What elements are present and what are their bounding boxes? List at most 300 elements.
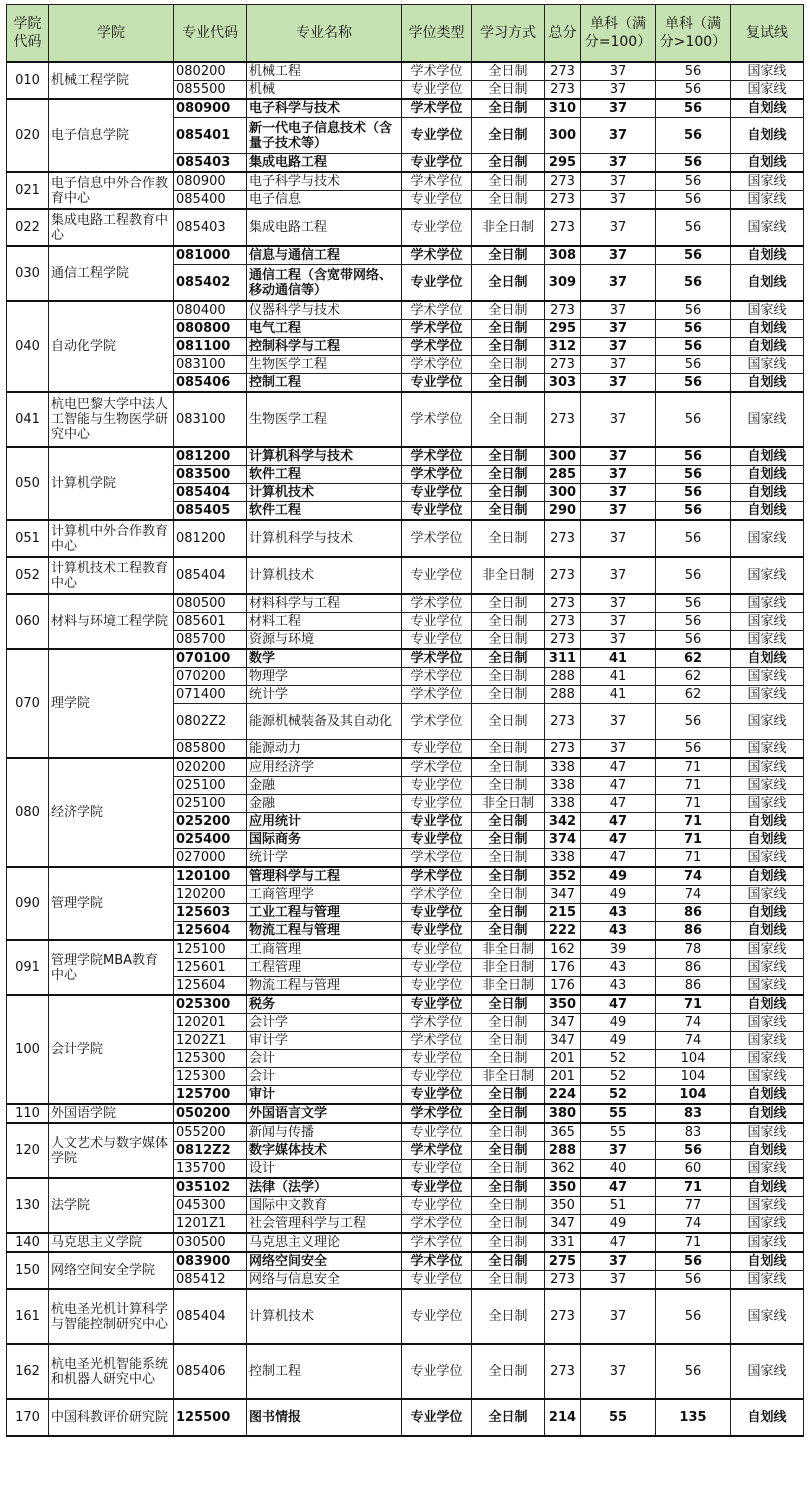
single-score-100: 43 (581, 959, 656, 977)
single-score-over-100: 56 (656, 172, 731, 191)
major-code: 085400 (174, 191, 247, 210)
single-score-100: 47 (581, 995, 656, 1014)
single-score-100: 47 (581, 1233, 656, 1252)
retest-line: 国家线 (731, 959, 804, 977)
single-score-over-100: 56 (656, 1271, 731, 1290)
retest-line: 自划线 (731, 447, 804, 466)
degree-type: 学术学位 (402, 1032, 472, 1050)
major-name: 物理学 (247, 668, 402, 686)
study-mode: 全日制 (472, 1178, 545, 1197)
single-score-over-100: 71 (656, 1178, 731, 1197)
table-row (7, 99, 804, 118)
single-score-100: 47 (581, 758, 656, 777)
major-code: 120201 (174, 1014, 247, 1032)
college-group (7, 1344, 804, 1399)
total-score: 162 (545, 940, 581, 959)
total-score: 352 (545, 867, 581, 886)
retest-line: 国家线 (731, 172, 804, 191)
degree-type: 专业学位 (402, 484, 472, 502)
table-row (7, 940, 804, 959)
total-score: 303 (545, 374, 581, 393)
retest-line: 国家线 (731, 1344, 804, 1399)
retest-line: 国家线 (731, 1014, 804, 1032)
major-name: 电子科学与技术 (247, 99, 402, 118)
study-mode: 全日制 (472, 356, 545, 374)
total-score: 290 (545, 502, 581, 521)
study-mode: 全日制 (472, 904, 545, 922)
single-score-100: 41 (581, 668, 656, 686)
table-row (7, 649, 804, 668)
degree-type: 专业学位 (402, 209, 472, 246)
major-name: 电子信息 (247, 191, 402, 210)
degree-type: 学术学位 (402, 99, 472, 118)
study-mode: 全日制 (472, 1032, 545, 1050)
major-code: 080200 (174, 62, 247, 81)
college-name: 杭电圣光机计算科学与智能控制研究中心 (49, 1289, 174, 1344)
major-name: 审计学 (247, 1032, 402, 1050)
total-score: 362 (545, 1160, 581, 1179)
retest-line: 自划线 (731, 374, 804, 393)
single-score-over-100: 56 (656, 631, 731, 650)
total-score: 374 (545, 831, 581, 849)
major-code: 055200 (174, 1123, 247, 1142)
single-score-over-100: 104 (656, 1050, 731, 1068)
degree-type: 专业学位 (402, 959, 472, 977)
college-group (7, 1252, 804, 1289)
college-name: 人文艺术与数字媒体学院 (49, 1123, 174, 1178)
degree-type: 专业学位 (402, 995, 472, 1014)
header-study-mode: 学习方式 (472, 5, 545, 63)
major-code: 125500 (174, 1399, 247, 1436)
retest-line: 国家线 (731, 557, 804, 594)
study-mode: 全日制 (472, 758, 545, 777)
college-name: 电子信息中外合作教育中心 (49, 172, 174, 209)
single-score-100: 43 (581, 977, 656, 996)
major-name: 信息与通信工程 (247, 246, 402, 265)
college-code: 090 (7, 867, 49, 940)
college-name: 法学院 (49, 1178, 174, 1233)
major-code: 050200 (174, 1104, 247, 1123)
total-score: 338 (545, 795, 581, 813)
table-row (7, 447, 804, 466)
major-code: 125604 (174, 977, 247, 996)
retest-line: 国家线 (731, 1160, 804, 1179)
retest-line: 自划线 (731, 649, 804, 668)
major-code: 135700 (174, 1160, 247, 1179)
degree-type: 专业学位 (402, 1050, 472, 1068)
single-score-over-100: 71 (656, 758, 731, 777)
study-mode: 全日制 (472, 594, 545, 613)
single-score-over-100: 56 (656, 118, 731, 154)
major-name: 机械工程 (247, 62, 402, 81)
college-group (7, 1123, 804, 1178)
major-name: 会计学 (247, 1014, 402, 1032)
major-code: 085700 (174, 631, 247, 650)
study-mode: 全日制 (472, 1086, 545, 1105)
table-row (7, 867, 804, 886)
total-score: 308 (545, 246, 581, 265)
major-name: 材料工程 (247, 613, 402, 631)
retest-line: 自划线 (731, 99, 804, 118)
degree-type: 学术学位 (402, 338, 472, 356)
single-score-100: 37 (581, 1344, 656, 1399)
degree-type: 专业学位 (402, 613, 472, 631)
major-code: 1201Z1 (174, 1215, 247, 1234)
college-name: 杭电巴黎大学中法人工智能与生物医学研究中心 (49, 392, 174, 447)
major-code: 080900 (174, 172, 247, 191)
degree-type: 专业学位 (402, 154, 472, 173)
major-name: 会计 (247, 1068, 402, 1086)
degree-type: 学术学位 (402, 1252, 472, 1271)
degree-type: 专业学位 (402, 940, 472, 959)
degree-type: 专业学位 (402, 1271, 472, 1290)
total-score: 273 (545, 62, 581, 81)
single-score-over-100: 56 (656, 209, 731, 246)
single-score-over-100: 86 (656, 977, 731, 996)
table-row (7, 392, 804, 447)
college-code: 100 (7, 995, 49, 1104)
major-code: 083500 (174, 466, 247, 484)
major-code: 120100 (174, 867, 247, 886)
single-score-100: 47 (581, 1178, 656, 1197)
single-score-100: 37 (581, 62, 656, 81)
retest-line: 国家线 (731, 1123, 804, 1142)
single-score-over-100: 86 (656, 904, 731, 922)
single-score-over-100: 78 (656, 940, 731, 959)
total-score: 273 (545, 520, 581, 557)
college-group (7, 520, 804, 557)
degree-type: 专业学位 (402, 922, 472, 941)
major-name: 统计学 (247, 686, 402, 704)
retest-line: 国家线 (731, 1271, 804, 1290)
college-code: 170 (7, 1399, 49, 1436)
study-mode: 全日制 (472, 191, 545, 210)
degree-type: 学术学位 (402, 320, 472, 338)
study-mode: 全日制 (472, 649, 545, 668)
single-score-over-100: 56 (656, 392, 731, 447)
single-score-over-100: 56 (656, 265, 731, 302)
single-score-over-100: 56 (656, 154, 731, 173)
retest-line: 国家线 (731, 668, 804, 686)
single-score-100: 37 (581, 1252, 656, 1271)
single-score-over-100: 56 (656, 81, 731, 100)
college-name: 网络空间安全学院 (49, 1252, 174, 1289)
college-name: 机械工程学院 (49, 62, 174, 99)
table-row (7, 1289, 804, 1344)
study-mode: 全日制 (472, 118, 545, 154)
retest-line: 自划线 (731, 1399, 804, 1436)
college-name: 通信工程学院 (49, 246, 174, 301)
study-mode: 非全日制 (472, 209, 545, 246)
degree-type: 学术学位 (402, 1104, 472, 1123)
single-score-100: 47 (581, 795, 656, 813)
degree-type: 学术学位 (402, 301, 472, 320)
total-score: 347 (545, 886, 581, 904)
single-score-over-100: 56 (656, 594, 731, 613)
total-score: 350 (545, 995, 581, 1014)
total-score: 310 (545, 99, 581, 118)
college-code: 022 (7, 209, 49, 246)
major-code: 083100 (174, 392, 247, 447)
college-group (7, 1104, 804, 1123)
major-name: 通信工程（含宽带网络、移动通信等） (247, 265, 402, 302)
table-row (7, 62, 804, 81)
degree-type: 专业学位 (402, 1289, 472, 1344)
single-score-100: 37 (581, 301, 656, 320)
major-name: 外国语言文学 (247, 1104, 402, 1123)
major-code: 125604 (174, 922, 247, 941)
college-code: 030 (7, 246, 49, 301)
retest-line: 国家线 (731, 1289, 804, 1344)
study-mode: 全日制 (472, 154, 545, 173)
major-code: 085412 (174, 1271, 247, 1290)
total-score: 300 (545, 118, 581, 154)
degree-type: 学术学位 (402, 172, 472, 191)
major-code: 025400 (174, 831, 247, 849)
total-score: 338 (545, 849, 581, 868)
single-score-100: 37 (581, 191, 656, 210)
study-mode: 全日制 (472, 1050, 545, 1068)
major-name: 应用经济学 (247, 758, 402, 777)
single-score-100: 37 (581, 356, 656, 374)
major-code: 025200 (174, 813, 247, 831)
major-code: 080500 (174, 594, 247, 613)
major-code: 071400 (174, 686, 247, 704)
major-name: 集成电路工程 (247, 154, 402, 173)
major-code: 120200 (174, 886, 247, 904)
single-score-over-100: 56 (656, 99, 731, 118)
total-score: 288 (545, 686, 581, 704)
retest-line: 国家线 (731, 62, 804, 81)
major-name: 物流工程与管理 (247, 922, 402, 941)
retest-line: 国家线 (731, 704, 804, 740)
retest-line: 国家线 (731, 613, 804, 631)
major-code: 081000 (174, 246, 247, 265)
major-name: 马克思主义理论 (247, 1233, 402, 1252)
single-score-100: 39 (581, 940, 656, 959)
single-score-100: 37 (581, 172, 656, 191)
degree-type: 学术学位 (402, 520, 472, 557)
major-code: 085406 (174, 1344, 247, 1399)
study-mode: 全日制 (472, 867, 545, 886)
study-mode: 全日制 (472, 1289, 545, 1344)
college-code: 021 (7, 172, 49, 209)
college-name: 集成电路工程教育中心 (49, 209, 174, 246)
single-score-100: 37 (581, 1289, 656, 1344)
retest-line: 国家线 (731, 1068, 804, 1086)
total-score: 331 (545, 1233, 581, 1252)
single-score-over-100: 56 (656, 466, 731, 484)
major-code: 085404 (174, 557, 247, 594)
major-name: 控制工程 (247, 374, 402, 393)
single-score-100: 37 (581, 631, 656, 650)
single-score-100: 37 (581, 392, 656, 447)
header-degree-type: 学位类型 (402, 5, 472, 63)
retest-line: 国家线 (731, 686, 804, 704)
retest-line: 国家线 (731, 777, 804, 795)
retest-line: 自划线 (731, 502, 804, 521)
total-score: 224 (545, 1086, 581, 1105)
single-score-100: 41 (581, 649, 656, 668)
study-mode: 非全日制 (472, 795, 545, 813)
table-row (7, 557, 804, 594)
college-name: 材料与环境工程学院 (49, 594, 174, 649)
degree-type: 学术学位 (402, 704, 472, 740)
study-mode: 全日制 (472, 374, 545, 393)
study-mode: 全日制 (472, 1252, 545, 1271)
single-score-over-100: 74 (656, 1014, 731, 1032)
study-mode: 全日制 (472, 1123, 545, 1142)
single-score-100: 49 (581, 867, 656, 886)
single-score-100: 37 (581, 740, 656, 759)
single-score-100: 49 (581, 1014, 656, 1032)
college-group (7, 447, 804, 520)
degree-type: 专业学位 (402, 1197, 472, 1215)
single-score-over-100: 104 (656, 1068, 731, 1086)
major-name: 税务 (247, 995, 402, 1014)
admission-score-table (6, 4, 804, 1437)
major-name: 新一代电子信息技术（含量子技术等） (247, 118, 402, 154)
degree-type: 专业学位 (402, 831, 472, 849)
college-group (7, 1178, 804, 1233)
total-score: 309 (545, 265, 581, 302)
single-score-over-100: 86 (656, 959, 731, 977)
major-name: 数字媒体技术 (247, 1142, 402, 1160)
retest-line: 自划线 (731, 118, 804, 154)
total-score: 350 (545, 1197, 581, 1215)
single-score-over-100: 74 (656, 886, 731, 904)
single-score-100: 37 (581, 320, 656, 338)
college-code: 130 (7, 1178, 49, 1233)
major-code: 085404 (174, 1289, 247, 1344)
degree-type: 专业学位 (402, 977, 472, 996)
degree-type: 学术学位 (402, 1215, 472, 1234)
college-group (7, 99, 804, 172)
single-score-100: 43 (581, 904, 656, 922)
table-row (7, 758, 804, 777)
total-score: 273 (545, 631, 581, 650)
total-score: 273 (545, 594, 581, 613)
major-code: 081200 (174, 520, 247, 557)
college-group (7, 246, 804, 301)
total-score: 347 (545, 1014, 581, 1032)
total-score: 312 (545, 338, 581, 356)
college-code: 050 (7, 447, 49, 520)
major-code: 080800 (174, 320, 247, 338)
study-mode: 全日制 (472, 631, 545, 650)
study-mode: 全日制 (472, 777, 545, 795)
retest-line: 国家线 (731, 356, 804, 374)
single-score-over-100: 71 (656, 813, 731, 831)
single-score-100: 37 (581, 154, 656, 173)
study-mode: 全日制 (472, 813, 545, 831)
single-score-100: 55 (581, 1104, 656, 1123)
study-mode: 全日制 (472, 1014, 545, 1032)
single-score-100: 47 (581, 831, 656, 849)
major-code: 020200 (174, 758, 247, 777)
retest-line: 国家线 (731, 977, 804, 996)
single-score-100: 49 (581, 1032, 656, 1050)
single-score-over-100: 62 (656, 686, 731, 704)
degree-type: 学术学位 (402, 849, 472, 868)
major-code: 085406 (174, 374, 247, 393)
study-mode: 全日制 (472, 740, 545, 759)
retest-line: 自划线 (731, 484, 804, 502)
college-group (7, 1233, 804, 1252)
major-name: 国际商务 (247, 831, 402, 849)
single-score-100: 51 (581, 1197, 656, 1215)
single-score-over-100: 71 (656, 849, 731, 868)
total-score: 338 (545, 758, 581, 777)
single-score-over-100: 62 (656, 649, 731, 668)
degree-type: 学术学位 (402, 356, 472, 374)
total-score: 273 (545, 1344, 581, 1399)
college-code: 040 (7, 301, 49, 392)
major-name: 软件工程 (247, 466, 402, 484)
study-mode: 全日制 (472, 62, 545, 81)
single-score-over-100: 74 (656, 867, 731, 886)
degree-type: 专业学位 (402, 740, 472, 759)
retest-line: 自划线 (731, 466, 804, 484)
degree-type: 学术学位 (402, 1142, 472, 1160)
total-score: 295 (545, 320, 581, 338)
single-score-over-100: 56 (656, 1344, 731, 1399)
table-row (7, 1123, 804, 1142)
total-score: 300 (545, 447, 581, 466)
major-code: 027000 (174, 849, 247, 868)
college-code: 060 (7, 594, 49, 649)
study-mode: 全日制 (472, 338, 545, 356)
college-name: 中国科教评价研究院 (49, 1399, 174, 1436)
retest-line: 国家线 (731, 631, 804, 650)
single-score-over-100: 56 (656, 502, 731, 521)
college-name: 会计学院 (49, 995, 174, 1104)
major-code: 081100 (174, 338, 247, 356)
total-score: 201 (545, 1050, 581, 1068)
college-group (7, 867, 804, 940)
major-code: 083900 (174, 1252, 247, 1271)
study-mode: 全日制 (472, 392, 545, 447)
major-name: 数学 (247, 649, 402, 668)
degree-type: 专业学位 (402, 631, 472, 650)
college-group (7, 995, 804, 1104)
header-major-name: 专业名称 (247, 5, 402, 63)
major-code: 080900 (174, 99, 247, 118)
major-code: 085403 (174, 209, 247, 246)
major-code: 125100 (174, 940, 247, 959)
college-group (7, 62, 804, 99)
major-name: 统计学 (247, 849, 402, 868)
college-name: 计算机中外合作教育中心 (49, 520, 174, 557)
major-name: 控制工程 (247, 1344, 402, 1399)
total-score: 222 (545, 922, 581, 941)
study-mode: 全日制 (472, 466, 545, 484)
college-code: 110 (7, 1104, 49, 1123)
single-score-100: 37 (581, 502, 656, 521)
total-score: 273 (545, 191, 581, 210)
single-score-over-100: 56 (656, 740, 731, 759)
single-score-over-100: 71 (656, 995, 731, 1014)
study-mode: 全日制 (472, 172, 545, 191)
retest-line: 国家线 (731, 191, 804, 210)
retest-line: 国家线 (731, 1032, 804, 1050)
study-mode: 全日制 (472, 484, 545, 502)
college-group (7, 758, 804, 867)
header-college: 学院 (49, 5, 174, 63)
major-code: 0812Z2 (174, 1142, 247, 1160)
single-score-over-100: 104 (656, 1086, 731, 1105)
major-code: 030500 (174, 1233, 247, 1252)
